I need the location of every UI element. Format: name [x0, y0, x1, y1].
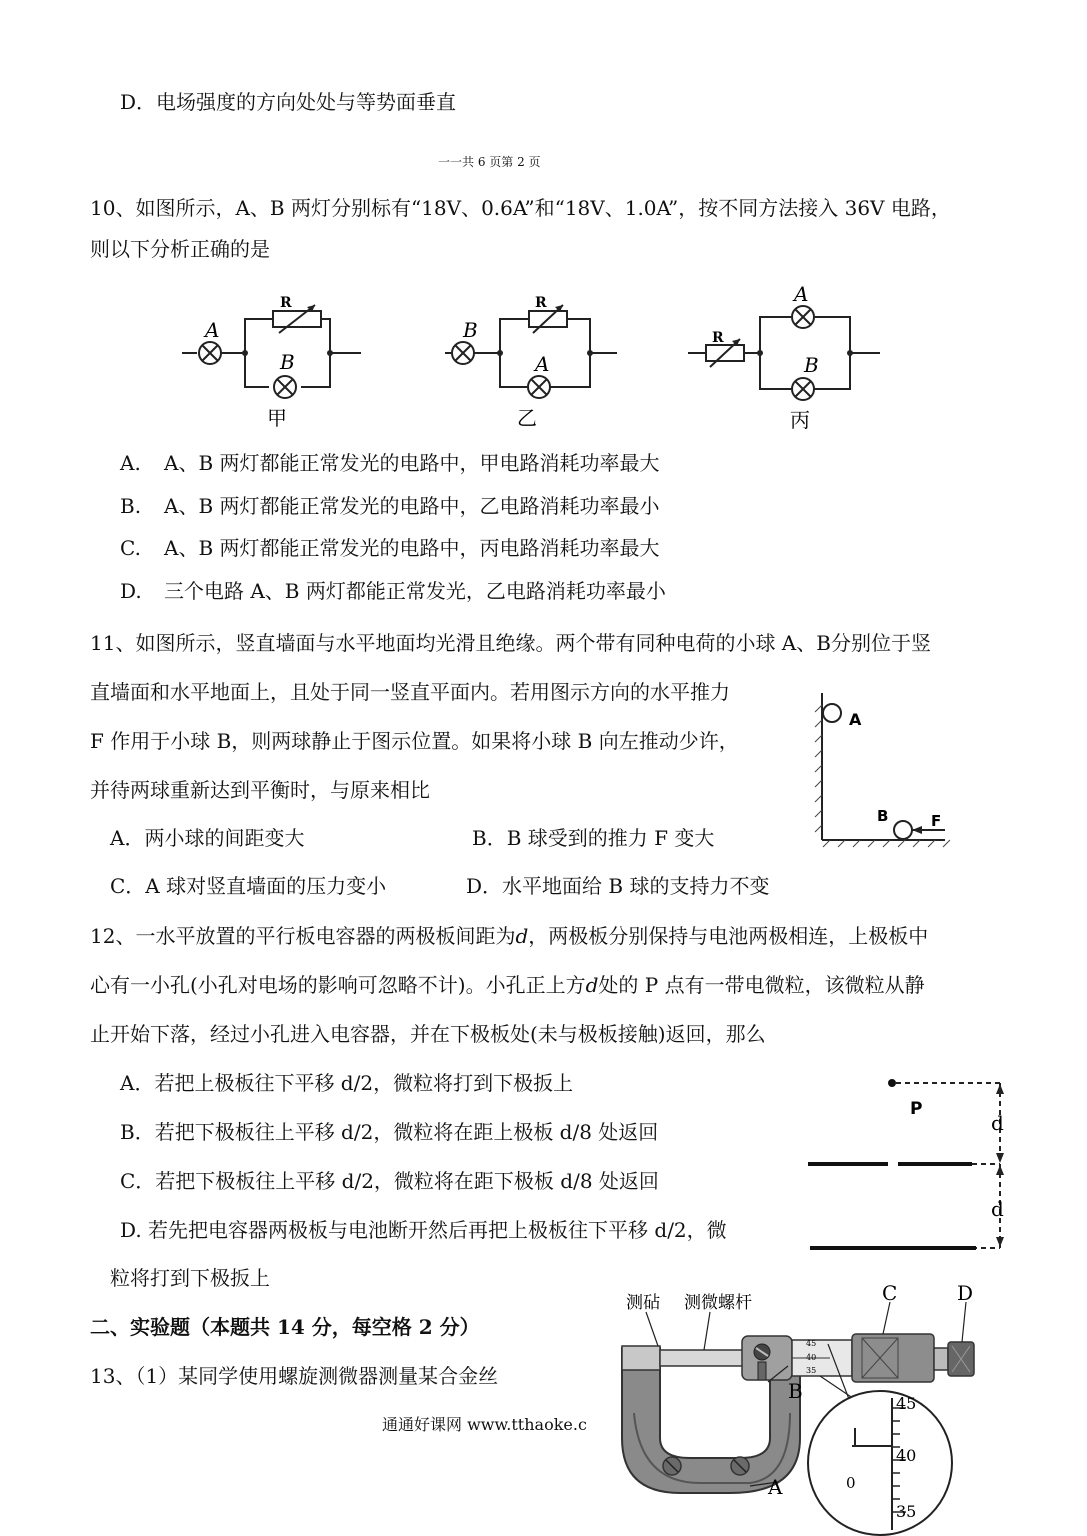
q11-ball-b-label: B	[877, 807, 889, 825]
q11-line2: 直墙面和水平地面上，且处于同一竖直平面内。若用图示方向的水平推力	[90, 680, 730, 704]
q11-wall-figure	[805, 685, 955, 855]
q10-stem-line2: 则以下分析正确的是	[90, 237, 270, 261]
q12-option-c: C．若把下极板往上平移 d/2，微粒将在距下极板 d/8 处返回	[120, 1169, 659, 1193]
q11-option-b: B．B 球受到的推力 F 变大	[472, 826, 715, 850]
micrometer-thimble-tick-40: 40	[806, 1353, 817, 1362]
micrometer-zoom-tick-40: 40	[896, 1446, 917, 1465]
q13-line1: 13、（1）某同学使用螺旋测微器测量某合金丝	[90, 1364, 499, 1388]
q11-force-label: F	[931, 812, 942, 830]
circuit-bing-lamp-b-label: B	[804, 353, 819, 377]
micrometer-label-d: D	[957, 1281, 974, 1305]
micrometer-zoom-tick-45: 45	[896, 1394, 917, 1413]
circuit-bing-resistor-label: R	[712, 330, 724, 346]
micrometer-zoom-tick-35: 35	[896, 1502, 917, 1521]
circuit-bing-lamp-a-label: A	[794, 282, 809, 306]
q12-option-b: B．若把下极板往上平移 d/2，微粒将在距上极板 d/8 处返回	[120, 1120, 659, 1144]
micrometer-thimble-tick-45: 45	[806, 1339, 817, 1348]
micrometer-thimble-tick-35: 35	[806, 1366, 817, 1375]
q10-option-a-label: A.	[120, 451, 141, 475]
q11-option-d: D．水平地面给 B 球的支持力不变	[466, 874, 770, 898]
circuit-yi-lamp-a-label: A	[535, 352, 550, 376]
micrometer-zoom-circle	[808, 1391, 952, 1535]
micrometer-label-b: B	[788, 1379, 803, 1403]
q12-line2-post: 处的 P 点有一带电微粒，该微粒从静	[598, 973, 925, 997]
q10-option-c-text: A、B 两灯都能正常发光的电路中，丙电路消耗功率最大	[164, 536, 660, 560]
circuit-bing	[688, 282, 888, 435]
q12-capacitor-figure	[800, 1070, 1015, 1260]
circuit-jia-resistor-label: R	[280, 295, 292, 311]
q10-stem-line1: 10、如图所示，A、B 两灯分别标有“18V、0.6A”和“18V、1.0A”，按不同方法接入 36V 电路，	[90, 196, 951, 220]
q10-option-a-text: A、B 两灯都能正常发光的电路中，甲电路消耗功率最大	[164, 451, 660, 475]
q12-var-d: d	[585, 973, 599, 997]
circuit-yi-caption: 乙	[517, 406, 537, 430]
q11-option-c: C．A 球对竖直墙面的压力变小	[110, 874, 387, 898]
micrometer-anvil-label: 测砧	[626, 1293, 660, 1313]
circuit-jia-lamp-a-label: A	[205, 318, 220, 342]
q10-option-d-text: 三个电路 A、B 两灯都能正常发光，乙电路消耗功率最小	[164, 579, 666, 603]
section2-heading: 二、实验题（本题共 14 分，每空格 2 分）	[90, 1315, 480, 1339]
micrometer-figure	[600, 1278, 1000, 1536]
q12-line2	[90, 973, 925, 997]
circuit-yi-lamp-b-label: B	[463, 318, 478, 342]
q12-d-upper-label: d	[991, 1111, 1004, 1135]
circuit-yi-resistor-label: R	[535, 295, 547, 311]
micrometer-zoom-zero: 0	[846, 1474, 856, 1492]
page-marker: 一一共 6 页第 2 页	[438, 155, 541, 169]
q11-line1: 11、如图所示，竖直墙面与水平地面均光滑且绝缘。两个带有同种电荷的小球 A、B分别位于竖	[90, 631, 931, 655]
circuit-bing-caption: 丙	[790, 408, 810, 432]
q10-option-d-label: D.	[120, 579, 142, 603]
q12-line2-pre: 心有一小孔(小孔对电场的影响可忽略不计)。小孔正上方	[90, 973, 586, 997]
q12-line1-post: ，两极板分别保持与电池两极相连，上极板中	[528, 924, 929, 948]
q9-option-d: D．电场强度的方向处处与等势面垂直	[120, 90, 457, 114]
circuit-jia-lamp-b-label: B	[280, 350, 295, 374]
q12-point-p-label: P	[910, 1099, 923, 1119]
micrometer-label-a: A	[768, 1475, 783, 1499]
circuit-yi	[445, 285, 635, 435]
micrometer-label-c: C	[882, 1281, 898, 1305]
q12-option-a: A．若把上极板往下平移 d/2，微粒将打到下极扳上	[120, 1071, 574, 1095]
q10-option-c-label: C.	[120, 536, 141, 560]
q12-option-d-line2: 粒将打到下极扳上	[110, 1266, 270, 1290]
q11-ball-a-label: A	[849, 710, 862, 729]
circuit-jia-caption: 甲	[267, 406, 287, 430]
q12-line1	[90, 924, 928, 948]
q11-option-a: A．两小球的间距变大	[110, 826, 305, 850]
q10-option-b-label: B.	[120, 494, 142, 518]
q11-line4: 并待两球重新达到平衡时，与原来相比	[90, 778, 430, 802]
micrometer-spindle-label: 测微螺杆	[684, 1293, 752, 1313]
micrometer-lock	[758, 1362, 766, 1380]
q12-option-d-line1: D. 若先把电容器两极板与电池断开然后再把上极板往下平移 d/2，微	[120, 1218, 727, 1242]
q12-d-lower-label: d	[991, 1197, 1004, 1221]
watermark: 通通好课网 www.tthaoke.c	[382, 1415, 587, 1434]
circuit-jia	[175, 285, 375, 435]
q12-line3: 止开始下落，经过小孔进入电容器，并在下极板处(未与极板接触)返回，那么	[90, 1022, 766, 1046]
micrometer-spindle	[660, 1350, 744, 1366]
q11-line3: F 作用于小球 B，则两球静止于图示位置。如果将小球 B 向左推动少许，	[90, 729, 739, 753]
q10-option-b-text: A、B 两灯都能正常发光的电路中，乙电路消耗功率最小	[164, 494, 660, 518]
q12-line1-pre: 12、一水平放置的平行板电容器的两极板间距为	[90, 924, 516, 948]
q12-var-d: d	[515, 924, 529, 948]
